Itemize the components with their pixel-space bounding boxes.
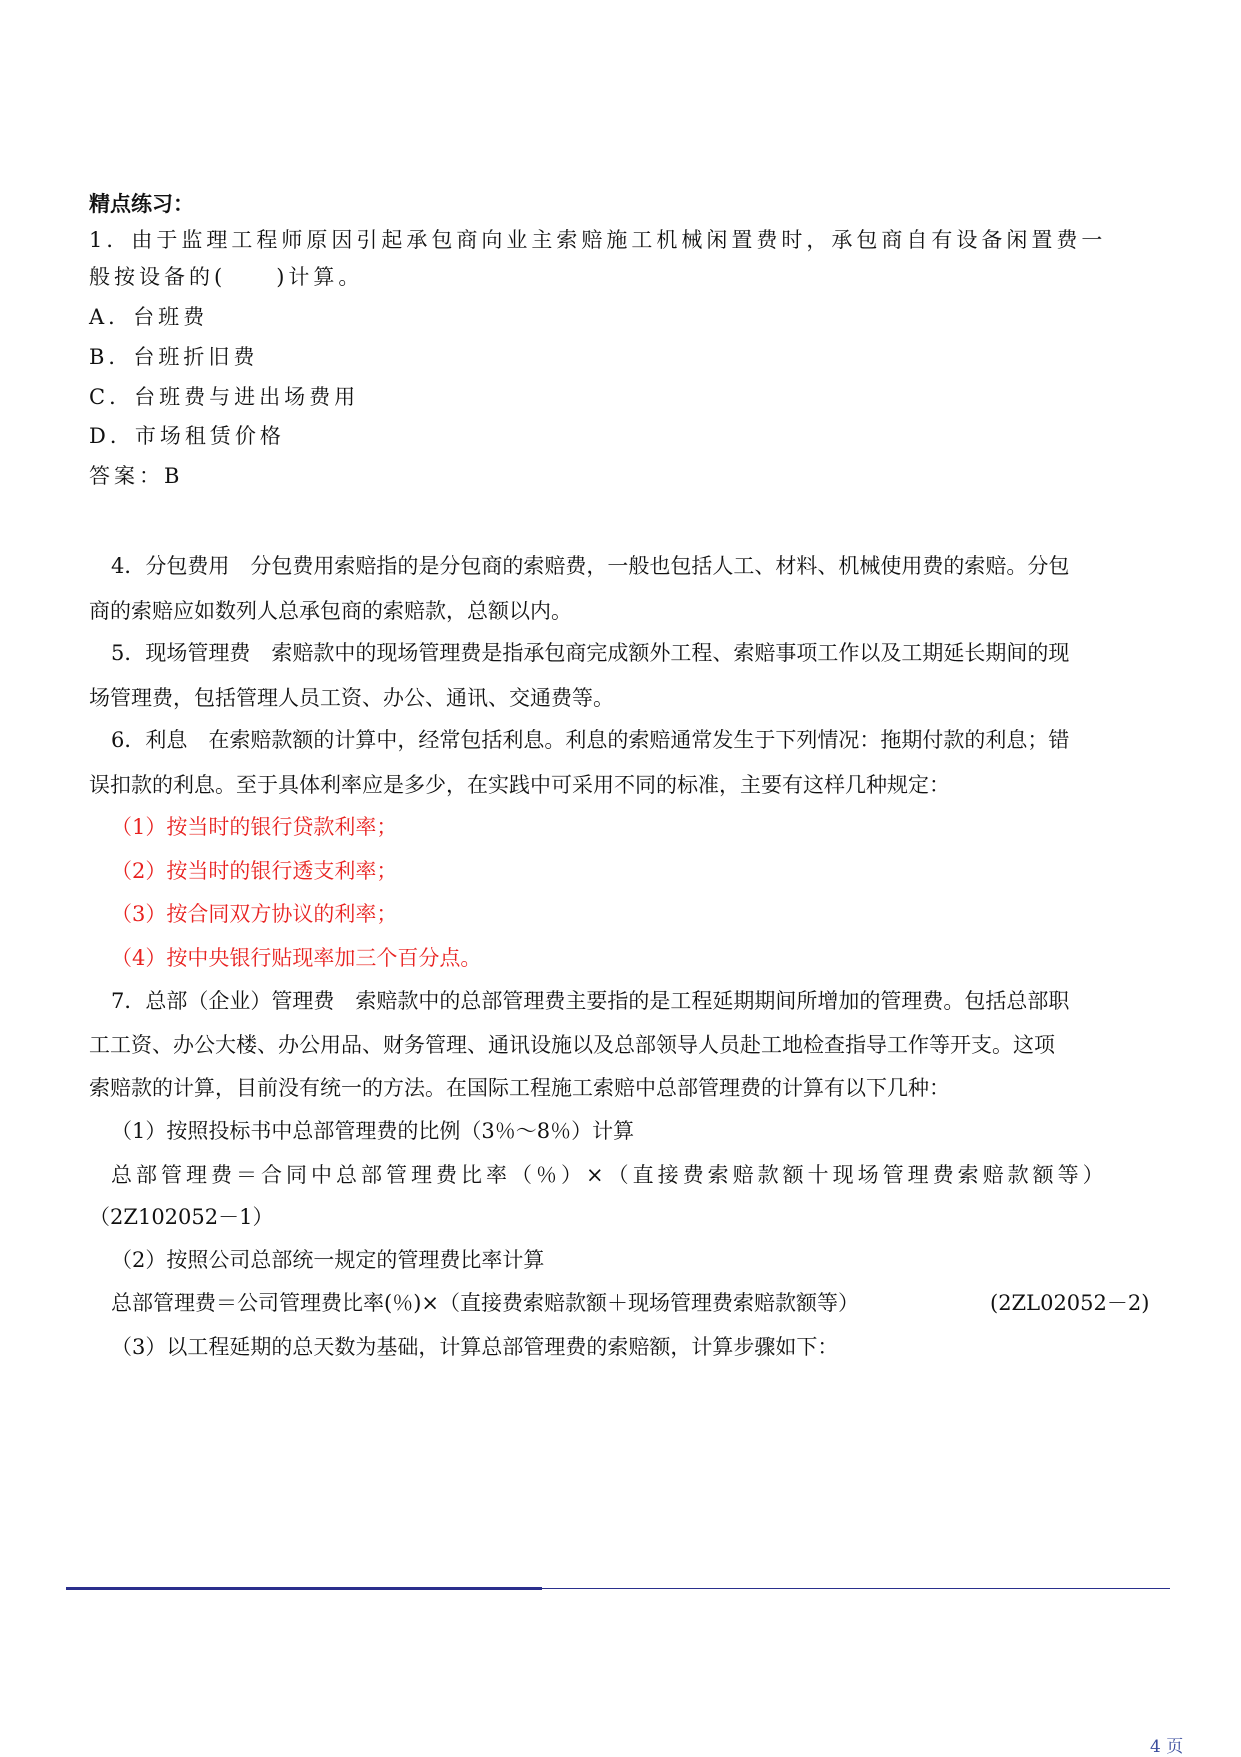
method-1-code: （2Z102052－1） (89, 1205, 274, 1229)
method-3-title: （3）以工程延期的总天数为基础，计算总部管理费的索赔额，计算步骤如下： (111, 1335, 839, 1359)
paragraph-6-line-2: 误扣款的利息。至于具体利率应是多少，在实践中可采用不同的标准，主要有这样几种规定： (89, 773, 950, 797)
question-line-1: 1．由于监理工程师原因引起承包商向业主索赔施工机械闲置费时，承包商自有设备闲置费一 (89, 228, 1107, 252)
paragraph-5-line-1: 5．现场管理费 索赔款中的现场管理费是指承包商完成额外工程、索赔事项工作以及工期延长期间的现 (111, 641, 1070, 665)
paragraph-7-line-1: 7．总部（企业）管理费 索赔款中的总部管理费主要指的是工程延期期间所增加的管理费。包括总部职 (111, 989, 1070, 1013)
rate-item-2: （2）按当时的银行透支利率； (111, 859, 398, 883)
answer-line: 答案：B (89, 464, 184, 488)
page-number: 4 页 (1150, 1737, 1184, 1757)
option-d: D．市场租赁价格 (89, 424, 285, 448)
paragraph-7-line-2: 工工资、办公大楼、办公用品、财务管理、通讯设施以及总部领导人员赴工地检查指导工作等开支。这项 (89, 1033, 1055, 1057)
option-a: A．台班费 (89, 305, 209, 329)
method-2-title: （2）按照公司总部统一规定的管理费比率计算 (111, 1248, 545, 1272)
paragraph-5-line-2: 场管理费，包括管理人员工资、办公、通讯、交通费等。 (89, 686, 614, 710)
footer-rule-accent (66, 1587, 542, 1590)
rate-item-1: （1）按当时的银行贷款利率； (111, 815, 398, 839)
rate-item-3: （3）按合同双方协议的利率； (111, 902, 398, 926)
method-1-title: （1）按照投标书中总部管理费的比例（3％～8％）计算 (111, 1119, 635, 1143)
rate-item-4: （4）按中央银行贴现率加三个百分点。 (111, 946, 482, 970)
method-1-formula: 总部管理费＝合同中总部管理费比率（％）×（直接费索赔款额十现场管理费索赔款额等） (111, 1163, 1108, 1187)
paragraph-4-line-2: 商的索赔应如数列人总承包商的索赔款，总额以内。 (89, 599, 572, 623)
paragraph-6-line-1: 6．利息 在索赔款额的计算中，经常包括利息。利息的索赔通常发生于下列情况：拖期付款的利息；错 (111, 728, 1070, 752)
method-2-code: (2ZL02052－2) (990, 1291, 1150, 1315)
question-line-2: 般按设备的( )计算。 (89, 265, 364, 289)
paragraph-4-line-1: 4．分包费用 分包费用索赔指的是分包商的索赔费，一般也包括人工、材料、机械使用费的索赔。分包 (111, 554, 1070, 578)
section-heading: 精点练习： (89, 191, 194, 216)
paragraph-7-line-3: 索赔款的计算，目前没有统一的方法。在国际工程施工索赔中总部管理费的计算有以下几种： (89, 1076, 950, 1100)
method-2-formula: 总部管理费＝公司管理费比率(％)×（直接费索赔款额＋现场管理费索赔款额等） (111, 1291, 859, 1315)
option-b: B．台班折旧费 (89, 345, 259, 369)
option-c: C．台班费与进出场费用 (89, 385, 360, 409)
